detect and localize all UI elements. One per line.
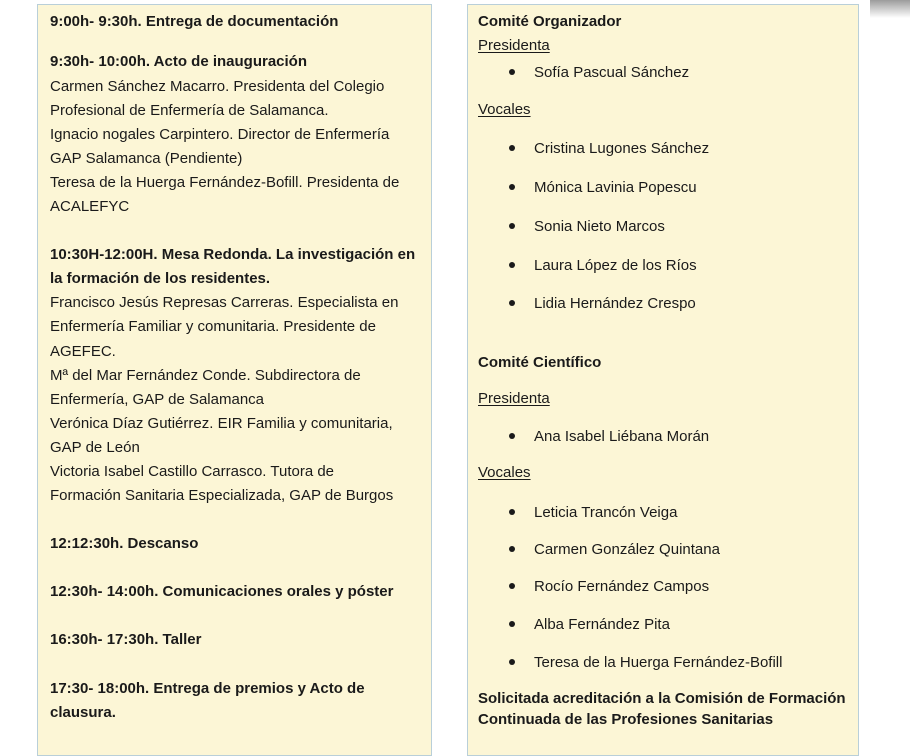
bullet-icon <box>509 509 515 515</box>
session-closing-title: 17:30- 18:00h. Entrega de premios y Acto de <box>50 680 365 697</box>
accreditation-note: Continuada de las Profesiones Sanitarias <box>478 711 774 728</box>
session-closing-title: clausura. <box>50 704 116 721</box>
bullet-icon <box>509 184 515 190</box>
program-panel <box>37 4 432 756</box>
viewer-top-shadow <box>870 0 910 18</box>
session-communications-title: 12:30h- 14:00h. Comunicaciones orales y póster <box>50 583 394 600</box>
inauguration-line: Carmen Sánchez Macarro. Presidenta del Colegio <box>50 78 385 95</box>
inauguration-line: GAP Salamanca (Pendiente) <box>50 150 243 167</box>
bullet-icon <box>509 262 515 268</box>
bullet-icon <box>509 69 515 75</box>
organizing-vocal-name: Mónica Lavinia Popescu <box>534 179 697 196</box>
roundtable-line: Verónica Díaz Gutiérrez. EIR Familia y comunitaria, <box>50 415 393 432</box>
scientific-vocal-name: Alba Fernández Pita <box>534 616 670 633</box>
session-inauguration-title: 9:30h- 10:00h. Acto de inauguración <box>50 53 307 70</box>
roundtable-line: GAP de León <box>50 439 140 456</box>
scientific-vocales-label: Vocales <box>478 464 531 481</box>
organizing-vocal-name: Cristina Lugones Sánchez <box>534 140 710 157</box>
accreditation-note: Solicitada acreditación a la Comisión de Formación <box>478 690 846 707</box>
organizing-presidenta-name: Sofía Pascual Sánchez <box>534 64 690 81</box>
roundtable-line: AGEFEC. <box>50 343 116 360</box>
inauguration-line: Teresa de la Huerga Fernández-Bofill. Presidenta de <box>50 174 400 191</box>
roundtable-line: Victoria Isabel Castillo Carrasco. Tutora de <box>50 463 335 480</box>
organizing-vocal-name: Lidia Hernández Crespo <box>534 295 696 312</box>
bullet-icon <box>509 223 515 229</box>
bullet-icon <box>509 621 515 627</box>
session-documentation-title: 9:00h- 9:30h. Entrega de documentación <box>50 13 339 30</box>
scientific-presidenta-label: Presidenta <box>478 390 550 407</box>
scientific-presidenta-name: Ana Isabel Liébana Morán <box>534 428 710 445</box>
roundtable-line: Formación Sanitaria Especializada, GAP de Burgos <box>50 487 394 504</box>
organizing-committee-title: Comité Organizador <box>478 13 622 30</box>
roundtable-line: Enfermería Familiar y comunitaria. Presidente de <box>50 318 376 335</box>
roundtable-line: Enfermería, GAP de Salamanca <box>50 391 264 408</box>
bullet-icon <box>509 433 515 439</box>
scientific-vocal-name: Carmen González Quintana <box>534 541 720 558</box>
roundtable-line: Francisco Jesús Represas Carreras. Especialista en <box>50 294 399 311</box>
session-break-title: 12:12:30h. Descanso <box>50 535 199 552</box>
bullet-icon <box>509 546 515 552</box>
organizing-vocales-label: Vocales <box>478 101 531 118</box>
bullet-icon <box>509 145 515 151</box>
organizing-presidenta-label: Presidenta <box>478 37 550 54</box>
inauguration-line: Ignacio nogales Carpintero. Director de Enfermería <box>50 126 390 143</box>
bullet-icon <box>509 583 515 589</box>
committees-panel <box>467 4 859 756</box>
inauguration-line: Profesional de Enfermería de Salamanca. <box>50 102 329 119</box>
bullet-icon <box>509 659 515 665</box>
organizing-vocal-name: Laura López de los Ríos <box>534 257 697 274</box>
session-roundtable-title: 10:30H-12:00H. Mesa Redonda. La investigación en <box>50 246 416 263</box>
roundtable-line: Mª del Mar Fernández Conde. Subdirectora de <box>50 367 361 384</box>
organizing-vocal-name: Sonia Nieto Marcos <box>534 218 665 235</box>
scientific-vocal-name: Teresa de la Huerga Fernández-Bofill <box>534 654 783 671</box>
bullet-icon <box>509 300 515 306</box>
session-workshop-title: 16:30h- 17:30h. Taller <box>50 631 202 648</box>
scientific-vocal-name: Leticia Trancón Veiga <box>534 504 678 521</box>
inauguration-line: ACALEFYC <box>50 198 130 215</box>
scientific-committee-title: Comité Científico <box>478 354 602 371</box>
scientific-vocal-name: Rocío Fernández Campos <box>534 578 710 595</box>
session-roundtable-title: la formación de los residentes. <box>50 270 271 287</box>
